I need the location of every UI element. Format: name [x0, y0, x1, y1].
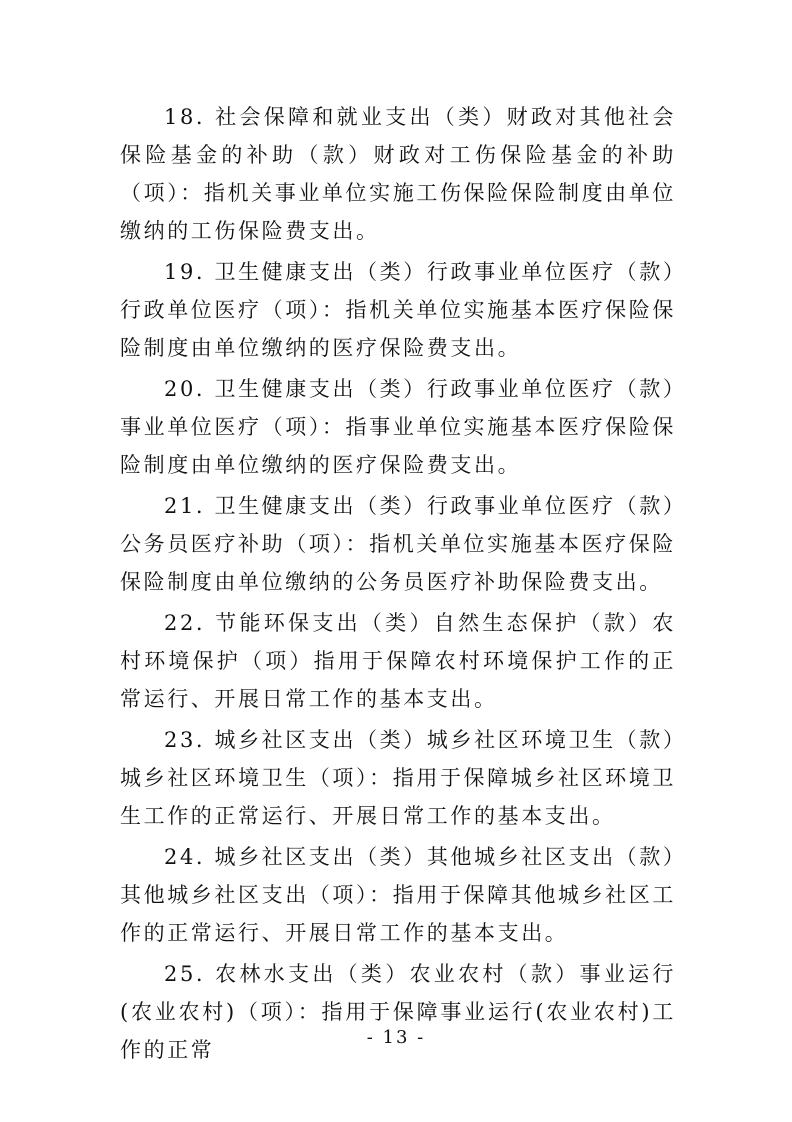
paragraph-21: 21. 卫生健康支出（类）行政事业单位医疗（款）公务员医疗补助（项）：指机关单位实施基本医疗保险保险制度由单位缴纳的公务员医疗补助保险费支出。: [120, 494, 676, 594]
paragraph-18: 18. 社会保障和就业支出（类）财政对其他社会保险基金的补助（款）财政对工伤保险基金的补助（项）：指机关事业单位实施工伤保险保险制度由单位缴纳的工伤保险费支出。: [120, 105, 676, 243]
paragraph-24: 24. 城乡社区支出（类）其他城乡社区支出（款）其他城乡社区支出（项）：指用于保障其他城乡社区工作的正常运行、开展日常工作的基本支出。: [120, 845, 676, 945]
document-body: [120, 98, 676, 1072]
paragraph-19: 19. 卫生健康支出（类）行政事业单位医疗（款）行政单位医疗（项）：指机关单位实施基本医疗保险保险制度由单位缴纳的医疗保险费支出。: [120, 260, 676, 360]
paragraph-25: 25. 农林水支出（类）农业农村（款）事业运行(农业农村)（项）：指用于保障事业运行(农业农村)工作的正常: [120, 962, 676, 1062]
page-number: - 13 -: [366, 1027, 426, 1048]
paragraph-22: 22. 节能环保支出（类）自然生态保护（款）农村环境保护（项）指用于保障农村环境保护工作的正常运行、开展日常工作的基本支出。: [120, 611, 676, 711]
paragraph-23: 23. 城乡社区支出（类）城乡社区环境卫生（款）城乡社区环境卫生（项）：指用于保障城乡社区环境卫生工作的正常运行、开展日常工作的基本支出。: [120, 728, 676, 828]
paragraph-20: 20. 卫生健康支出（类）行政事业单位医疗（款）事业单位医疗（项）：指事业单位实施基本医疗保险保险制度由单位缴纳的医疗保险费支出。: [120, 377, 676, 477]
